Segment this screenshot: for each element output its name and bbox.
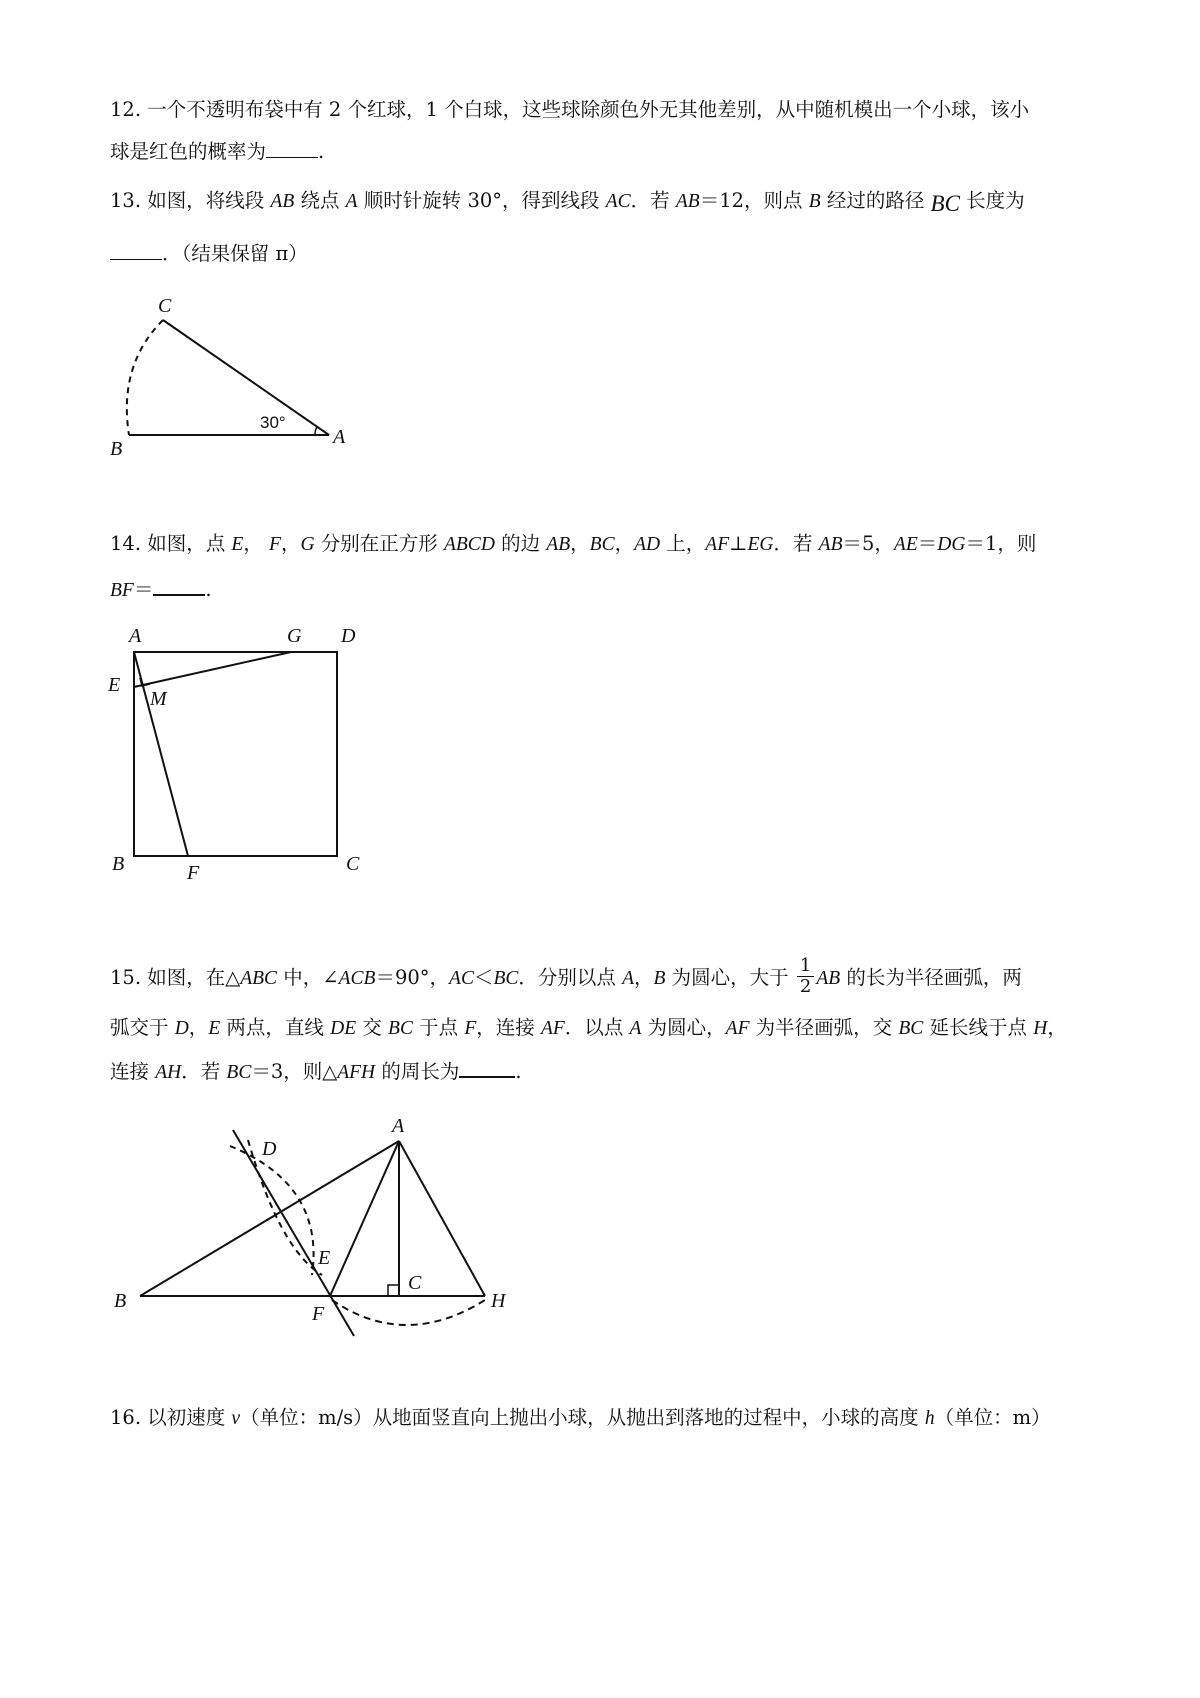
q12-line2: 球是红色的概率为 . bbox=[110, 140, 325, 163]
q15-line3: 连接 AH．若 BC＝3，则△AFH 的周长为 . bbox=[110, 1060, 522, 1083]
q13-figure bbox=[100, 295, 380, 475]
segment-af bbox=[134, 652, 188, 856]
answer-blank bbox=[153, 576, 205, 596]
answer-blank bbox=[266, 139, 318, 158]
label-f: F bbox=[187, 862, 200, 884]
label-c: C bbox=[408, 1272, 422, 1294]
label-b: B bbox=[114, 1290, 127, 1312]
square-abcd bbox=[134, 652, 337, 856]
label-c: C bbox=[158, 295, 172, 317]
label-e: E bbox=[318, 1247, 331, 1269]
label-g: G bbox=[287, 625, 302, 647]
label-h: H bbox=[491, 1290, 506, 1312]
label-c: C bbox=[346, 853, 360, 875]
arc-from-a bbox=[248, 1140, 322, 1275]
q12-line1: 12. 一个不透明布袋中有 2 个红球，1 个白球，这些球除颜色外无其他差别，从中随机模出一个小球，该小 bbox=[110, 98, 1030, 121]
label-b: B bbox=[112, 853, 125, 875]
segment-ca bbox=[163, 320, 329, 435]
q13-line2: ．（结果保留 π） bbox=[110, 240, 308, 268]
right-angle-mark bbox=[388, 1285, 399, 1296]
label-a: A bbox=[392, 1115, 405, 1137]
label-b: B bbox=[110, 438, 123, 460]
answer-blank bbox=[459, 1058, 515, 1078]
q14-line1: 14. 如图，点 E， F，G 分别在正方形 ABCD 的边 AB，BC，AD 上，AF⊥EG．若 AB＝5，AE＝DG＝1，则 bbox=[110, 532, 1037, 555]
fraction-one-half: $\frac{1}{2}$ bbox=[797, 956, 814, 997]
arc-bc-label: BC bbox=[930, 191, 960, 216]
arc-bc bbox=[127, 320, 163, 435]
segment-eg bbox=[134, 652, 291, 687]
q16-line1: 16. 以初速度 v（单位：m/s）从地面竖直向上抛出小球，从抛出到落地的过程中，小球的高度 h（单位：m） bbox=[110, 1406, 1051, 1429]
q14-figure bbox=[100, 620, 380, 890]
q14-line2: BF＝ . bbox=[110, 578, 212, 601]
q15-line2: 弧交于 D，E 两点，直线 DE 交 BC 于点 F，连接 AF．以点 A 为圆心，AF 为半径画弧，交 BC 延长线于点 H， bbox=[110, 1016, 1067, 1039]
angle-30-label: 30° bbox=[260, 413, 286, 432]
label-a: A bbox=[333, 426, 346, 448]
segment-ba bbox=[140, 1141, 399, 1296]
label-d: D bbox=[262, 1138, 277, 1160]
arc-fh bbox=[332, 1300, 485, 1325]
label-f: F bbox=[312, 1303, 325, 1325]
label-m: M bbox=[150, 688, 167, 710]
label-d: D bbox=[341, 625, 356, 647]
q15-figure bbox=[100, 1110, 530, 1350]
angle-mark bbox=[315, 427, 317, 435]
answer-blank bbox=[110, 241, 162, 260]
label-e: E bbox=[108, 674, 121, 696]
line-de bbox=[233, 1130, 354, 1336]
segment-af bbox=[330, 1141, 399, 1296]
q15-line1: 15. 如图，在△ABC 中，∠ACB＝90°，AC＜BC．分别以点 A，B 为圆心，大于 $\frac{1}{2}$ AB 的长为半径画弧，两 bbox=[110, 955, 1022, 997]
q13-line1: 13. 如图，将线段 AB 绕点 A 顺时针旋转 30°，得到线段 AC．若 AB＝12，则点 B 经过的路径 BC 长度为 bbox=[110, 189, 1025, 216]
arc-from-b bbox=[230, 1146, 314, 1275]
label-a: A bbox=[129, 625, 142, 647]
